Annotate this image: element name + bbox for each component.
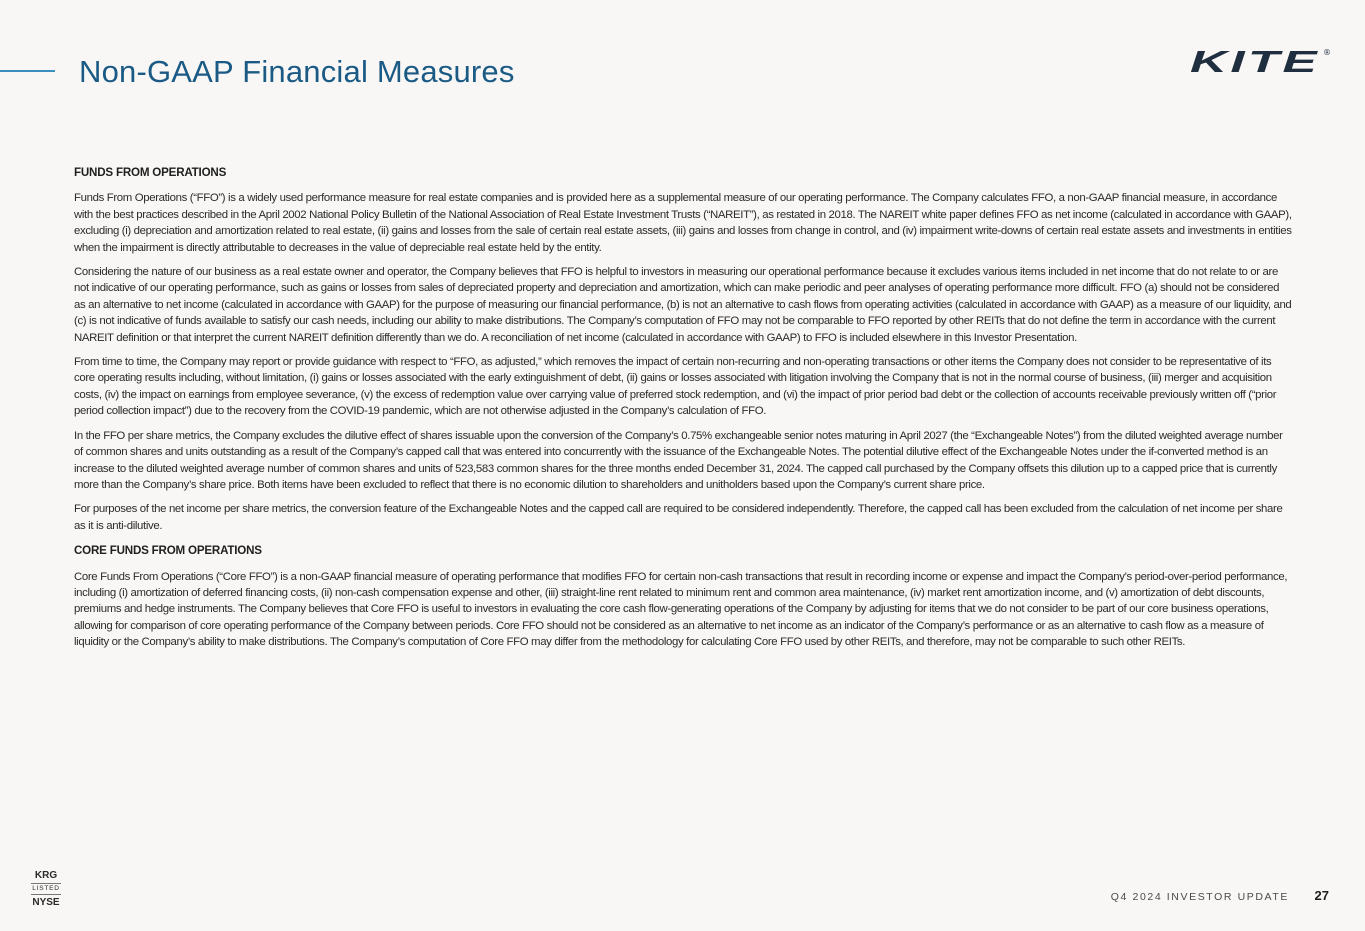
paragraph-ffo-definition: Funds From Operations (“FFO”) is a widely used performance measure for real estate companies and is provided here as a supplemental measure of our operating performance. The Company calculates FFO, a non-GAAP financial measure, in accordance with the best practices described in the April 2002 National Policy Bulletin of the National Association of Real Estate Investment Trusts (“NAREIT”), as restated in 2018. The NAREIT white paper defines FFO as net income (calculated in accordance with GAAP), excluding (i) depreciation and amortization related to real estate, (ii) gains and losses from the sale of certain real estate assets, (iii) gains and losses from change in control, and (iv) impairment write-downs of certain real estate assets and investments in entities when the impairment is directly attributable to decreases in the value of depreciable real estate held by the entity. [74, 192, 1292, 254]
document-body [74, 165, 1292, 659]
paragraph-ffo-rationale: Considering the nature of our business as a real estate owner and operator, the Company believes that FFO is helpful to investors in measuring our operational performance because it excludes various items included in net income that do not relate to or are not indicative of our operating performance, such as gains or losses from sales of depreciated property and depreciation and amortization, which can make periodic and peer analyses of operating performance more difficult. FFO (a) should not be considered as an alternative to net income (calculated in accordance with GAAP) for the purpose of measuring our financial performance, (b) is not an alternative to cash flows from operating activities (calculated in accordance with GAAP) as a measure of our liquidity, and (c) is not indicative of funds available to satisfy our cash needs, including our ability to make distributions. The Company’s computation of FFO may not be comparable to FFO reported by other REITs that do not define the term in accordance with the current NAREIT definition or that interpret the current NAREIT definition differently than we do. A reconciliation of net income (calculated in accordance with GAAP) to FFO is included elsewhere in this Investor Presentation. [74, 266, 1292, 344]
page-number: 27 [1314, 888, 1329, 903]
page-title: Non-GAAP Financial Measures [79, 54, 515, 89]
nyse-listing-badge [31, 869, 61, 909]
kite-logo [1188, 44, 1333, 76]
exchange-name: NYSE [32, 897, 60, 908]
section-heading-ffo: FUNDS FROM OPERATIONS [74, 166, 227, 179]
section-heading-core-ffo: CORE FUNDS FROM OPERATIONS [74, 544, 262, 558]
kite-logo-text: KITE [1190, 44, 1320, 76]
listed-label: LISTED [31, 883, 61, 895]
ticker-symbol: KRG [34, 870, 58, 881]
registered-mark: ® [1323, 48, 1331, 57]
paragraph-ffo-per-share: In the FFO per share metrics, the Company excludes the dilutive effect of shares issuable upon the conversion of the Company’s 0.75% exchangeable senior notes maturing in April 2027 (the “Exchangeable Notes”) from the diluted weighted average number of common shares and units outstanding as a result of the Company’s capped call that was entered into concurrently with the issuance of the Exchangeable Notes. The potential dilutive effect of the Exchangeable Notes under the if-converted method is an increase to the diluted weighted average number of common shares and units of 523,583 common shares for the three months ended December 31, 2024. The capped call purchased by the Company offsets this dilution up to a capped price that is currently more than the Company’s share price. Both items have been excluded to reflect that there is no economic dilution to shareholders and unitholders based upon the Company’s current share price. [74, 429, 1283, 491]
paragraph-core-ffo: Core Funds From Operations (“Core FFO”) is a non-GAAP financial measure of operating performance that modifies FFO for certain non-cash transactions that result in recording income or expense and impact the Company’s period-over-period performance, including (i) amortization of deferred financing costs, (ii) non-cash compensation expense and other, (iii) straight-line rent related to minimum rent and common area maintenance, (iv) market rent amortization income, and (v) amortization of debt discounts, premiums and hedge instruments. The Company believes that Core FFO is useful to investors in evaluating the core cash flow-generating operations of the Company by adjusting for items that we do not consider to be part of our core business operations, allowing for comparison of core operating performance of the Company between periods. Core FFO should not be considered as an alternative to net income as an indicator of the Company’s performance or as an alternative to cash flow as a measure of liquidity or the Company’s ability to make distributions. The Company’s computation of Core FFO may differ from the methodology for calculating Core FFO used by other REITs, and therefore, may not be comparable to such other REITs. [74, 570, 1288, 649]
footer-label: Q4 2024 INVESTOR UPDATE [1110, 891, 1289, 903]
title-accent-line [0, 70, 55, 72]
paragraph-ffo-adjusted: From time to time, the Company may report or provide guidance with respect to “FFO, as adjusted,” which removes the impact of certain non-recurring and non-operating transactions or other items the Company does not consider to be representative of its core operating results including, without limitation, (i) gains or losses associated with the early extinguishment of debt, (ii) gains or losses associated with litigation involving the Company that is not in the normal course of business, (iii) merger and acquisition costs, (iv) the impact on earnings from employee severance, (v) the excess of redemption value over carrying value of preferred stock redemption, and (vi) the impact of prior period bad debt or the collection of accounts receivable previously written off (“prior period collection impact”) due to the recovery from the COVID-19 pandemic, which are not otherwise adjusted in the Company’s calculation of FFO. [74, 356, 1277, 418]
paragraph-net-income-per-share: For purposes of the net income per share metrics, the conversion feature of the Exchangeable Notes and the capped call are required to be considered independently. Therefore, the capped call has been excluded from the calculation of net income per share as it is anti-dilutive. [74, 503, 1283, 532]
